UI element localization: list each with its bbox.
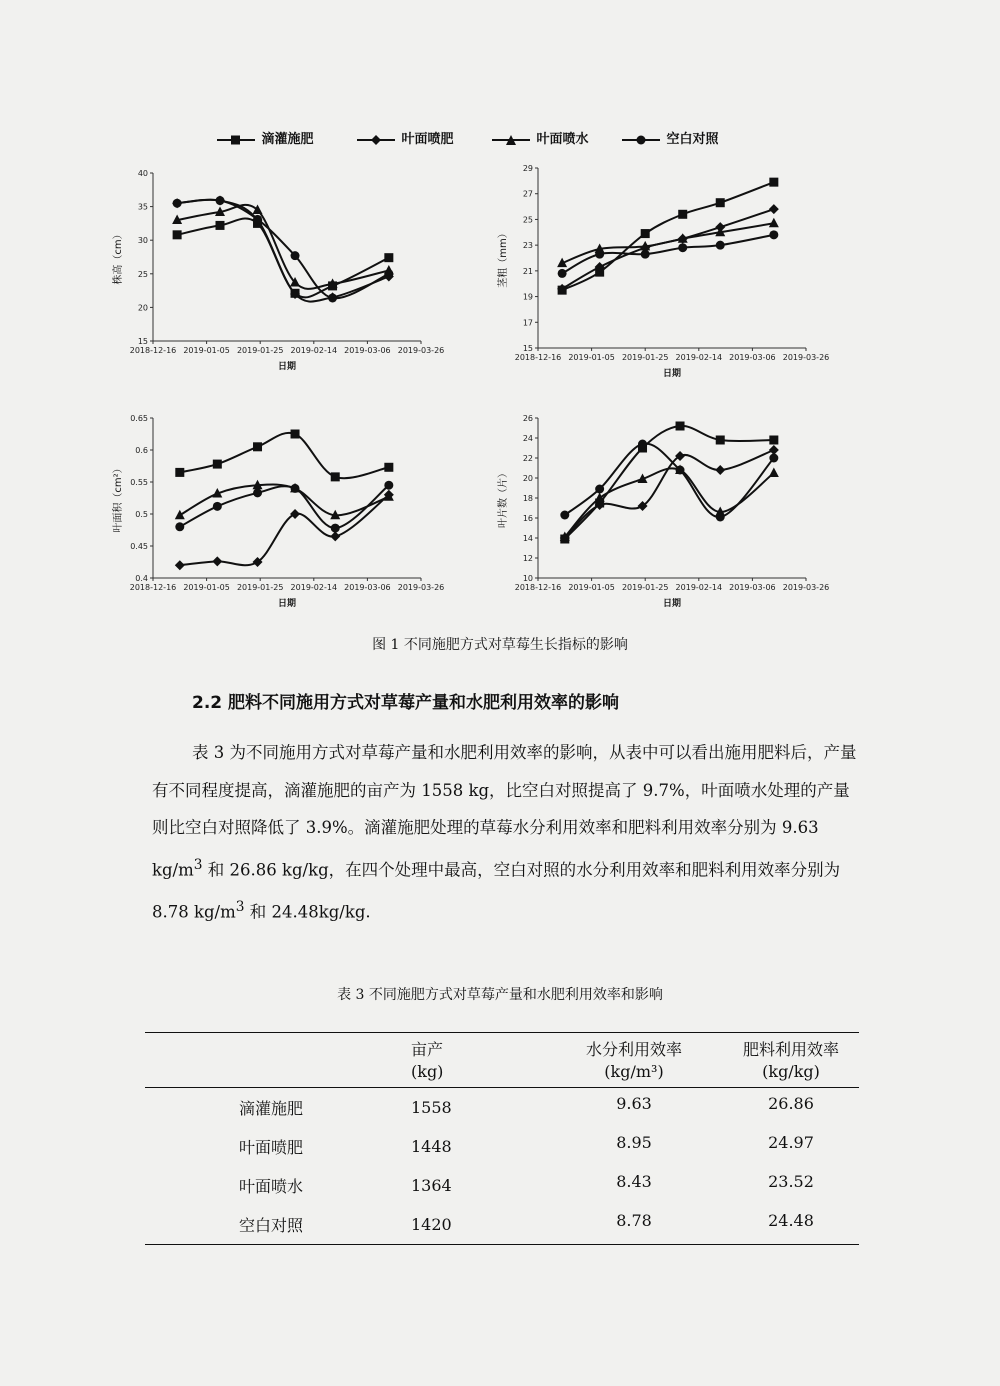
row-name: 空白对照 [145,1205,393,1245]
row-wue: 8.95 [616,1133,652,1152]
series-line [177,200,389,302]
chart-leaf-area [105,410,465,624]
series-line [177,218,389,297]
table-row [145,1127,859,1166]
data-point-square [384,463,393,472]
header-line: (kg/kg) [762,1062,820,1081]
data-point-circle [769,230,778,239]
data-point-diamond [175,560,185,570]
y-tick-label: 30 [137,236,148,246]
data-point-square [384,253,393,262]
chart-leaf-area-svg [105,410,465,620]
y-tick-label: 24 [522,434,533,443]
row-wue: 8.43 [616,1172,652,1191]
x-tick-label: 2019-01-25 [236,583,284,592]
row-yield: 1420 [393,1205,545,1245]
header-line: 肥料利用效率 [742,1040,839,1059]
legend-item-blank-control [620,128,719,147]
superscript: 3 [193,856,203,873]
series-line [562,223,774,263]
x-tick-label: 2019-01-05 [183,583,230,592]
row-fue: 24.97 [768,1133,814,1152]
data-point-square [216,221,225,230]
legend-marker-triangle-icon [490,133,532,147]
x-axis-label: 日期 [277,599,297,609]
legend-item-foliar-water [490,128,589,147]
x-tick-label: 2019-03-06 [344,346,391,355]
data-point-circle [173,199,182,208]
paragraph-text: 和 26.86 kg/kg，在四个处理中最高，空白对照的水分利用效率和肥料利用效率分别为 8.78 kg/m [152,860,841,921]
table-header-row [145,1033,859,1088]
legend-item-drip-fertigation [215,128,314,147]
data-point-square [716,198,725,207]
data-point-circle [595,250,604,259]
data-point-diamond [715,465,725,475]
table-row [145,1166,859,1205]
data-point-triangle [769,468,779,478]
y-axis-label: 叶面积（cm²） [113,463,124,533]
y-tick-label: 35 [137,202,148,212]
y-tick-label: 20 [522,474,533,483]
x-tick-label: 2019-01-25 [236,346,284,355]
table-caption: 表 3 不同施肥方式对草莓产量和水肥利用效率和影响 [337,987,663,1003]
y-tick-label: 14 [522,534,533,543]
y-tick-label: 18 [522,494,533,503]
data-point-square [716,436,725,445]
series-line [565,426,774,539]
table-row [145,1205,859,1245]
header-line: (kg) [411,1062,444,1081]
y-tick-label: 27 [522,189,533,199]
data-point-square [173,230,182,239]
paragraph-text: 表 3 为不同施用方式对草莓产量和水肥利用效率的影响，从表中可以看出施用肥料后，产量有不同程度提高，滴灌施肥的亩产为 1558 kg，比空白对照提高了 9.7%，叶面喷水处理的产量则比空白对照降低了 3.9%。滴灌施肥处理的草莓水分利用效率和肥料利用效率分别为 9.63 kg/m [152,743,857,879]
y-tick-label: 0.55 [130,478,148,487]
y-tick-label: 15 [137,337,148,346]
data-point-circle [216,196,225,205]
body-paragraph [152,734,862,931]
section-heading: 2.2 肥料不同施用方式对草莓产量和水肥利用效率的影响 [192,693,620,713]
table-header-cell [393,1033,545,1088]
chart-stem-diameter-svg [490,160,850,380]
superscript: 3 [235,898,245,915]
y-tick-label: 23 [522,241,533,251]
series-line [565,450,774,538]
x-tick-label: 2018-12-16 [129,346,177,355]
x-axis-label: 日期 [662,599,682,609]
data-point-circle [638,440,647,449]
legend-marker-diamond-icon [355,133,397,147]
data-point-square [678,210,687,219]
y-tick-label: 25 [137,269,148,279]
y-tick-label: 25 [522,215,533,225]
data-point-square [213,460,222,469]
y-tick-label: 0.6 [135,446,148,455]
series-line [562,235,774,274]
data-point-square [175,468,184,477]
y-tick-label: 22 [522,454,533,463]
x-tick-label: 2019-02-14 [675,353,723,362]
y-tick-label: 26 [522,414,533,423]
x-tick-label: 2018-12-16 [514,353,562,362]
data-point-triangle [769,218,779,228]
series-line [180,433,389,478]
y-axis-label: 株高（cm） [113,229,124,285]
row-fue: 24.48 [723,1205,859,1245]
x-tick-label: 2018-12-16 [129,583,177,592]
data-point-circle [595,485,604,494]
legend-marker-square-icon [215,133,257,147]
data-point-circle [331,524,340,533]
data-point-circle [641,250,650,259]
data-point-circle [213,502,222,511]
chart-leaf-number-svg [490,410,850,620]
x-tick-label: 2019-01-05 [568,583,615,592]
row-name: 滴灌施肥 [238,1099,303,1118]
chart-plant-height [105,165,465,384]
data-point-circle [716,241,725,250]
x-tick-label: 2019-03-06 [729,583,776,592]
data-point-triangle [253,204,263,214]
y-tick-label: 0.4 [135,574,148,583]
data-point-diamond [330,531,340,541]
data-point-circle [769,454,778,463]
y-tick-label: 0.45 [130,542,148,551]
y-tick-label: 0.65 [130,414,148,423]
legend-item-foliar-fertilizer [355,128,454,147]
data-point-square [676,422,685,431]
x-tick-label: 2019-02-14 [290,583,338,592]
data-point-square [331,472,340,481]
x-tick-label: 2019-03-06 [729,353,776,362]
data-point-square [641,229,650,238]
series-line [180,495,389,565]
x-tick-label: 2019-01-05 [568,353,615,362]
data-point-diamond [290,509,300,519]
data-point-triangle [175,510,185,520]
table-row [145,1088,859,1128]
y-tick-label: 12 [522,554,533,563]
x-tick-label: 2018-12-16 [514,583,562,592]
data-point-circle [291,251,300,260]
chart-stem-diameter [490,160,850,384]
data-point-circle [384,269,393,278]
row-yield: 1558 [411,1098,452,1117]
data-point-square [291,430,300,439]
header-line: 亩产 [411,1040,444,1059]
data-point-circle [384,481,393,490]
row-fue: 26.86 [768,1094,814,1113]
series-line [562,182,774,290]
table-header-cell [145,1033,393,1088]
y-tick-label: 10 [522,574,533,583]
y-tick-label: 21 [522,266,533,276]
y-tick-label: 16 [522,514,533,523]
row-name: 叶面喷水 [238,1177,303,1196]
y-tick-label: 20 [137,303,148,313]
x-tick-label: 2019-01-25 [621,583,669,592]
series-line [180,485,389,516]
legend-label: 叶面喷水 [536,132,589,147]
x-tick-label: 2019-03-26 [782,353,830,362]
data-point-circle [560,511,569,520]
data-point-diamond [212,556,222,566]
x-axis-label: 日期 [662,369,682,379]
data-point-square [253,442,262,451]
data-point-diamond [769,204,779,214]
x-tick-label: 2019-02-14 [290,346,338,355]
series-line [180,485,389,528]
chart-leaf-number [490,410,850,624]
x-tick-label: 2019-03-06 [344,583,391,592]
y-tick-label: 17 [522,318,533,328]
y-tick-label: 29 [522,164,533,173]
data-point-circle [253,215,262,224]
data-point-circle [558,269,567,278]
header-line: (kg/m³) [604,1062,664,1081]
data-table [145,1032,859,1245]
data-point-circle [291,484,300,493]
legend-label: 叶面喷肥 [401,132,454,147]
chart-plant-height-svg [105,165,465,380]
table-header-cell [723,1033,859,1088]
header-line: 水分利用效率 [585,1040,682,1059]
row-fue: 23.52 [768,1172,814,1191]
row-yield: 1364 [411,1176,452,1195]
y-axis-label: 叶片数（片） [498,468,509,528]
data-point-square [769,436,778,445]
y-axis-label: 茎粗（mm） [498,228,509,288]
figure-caption: 图 1 不同施肥方式对草莓生长指标的影响 [372,637,628,653]
row-yield: 1448 [411,1137,452,1156]
x-tick-label: 2019-03-26 [397,346,445,355]
row-name: 叶面喷肥 [238,1138,303,1157]
data-point-circle [678,243,687,252]
legend-label: 滴灌施肥 [261,132,314,147]
y-tick-label: 19 [522,292,533,302]
legend-label: 空白对照 [666,132,719,147]
y-tick-label: 0.5 [135,510,148,519]
y-tick-label: 15 [522,344,533,353]
y-tick-label: 40 [137,169,148,178]
data-point-square [769,178,778,187]
chart-legend [215,128,735,154]
row-wue: 9.63 [616,1094,652,1113]
row-wue: 8.78 [545,1205,723,1245]
x-axis-label: 日期 [277,362,297,372]
data-point-circle [676,466,685,475]
data-point-circle [716,513,725,522]
data-point-circle [253,488,262,497]
x-tick-label: 2019-01-05 [183,346,230,355]
paragraph-text: 和 24.48kg/kg. [244,902,371,921]
x-tick-label: 2019-01-25 [621,353,669,362]
data-point-circle [328,293,337,302]
legend-marker-circle-icon [620,133,662,147]
table-header-cell [545,1033,723,1088]
x-tick-label: 2019-03-26 [782,583,830,592]
x-tick-label: 2019-02-14 [675,583,723,592]
data-point-circle [175,522,184,531]
x-tick-label: 2019-03-26 [397,583,445,592]
